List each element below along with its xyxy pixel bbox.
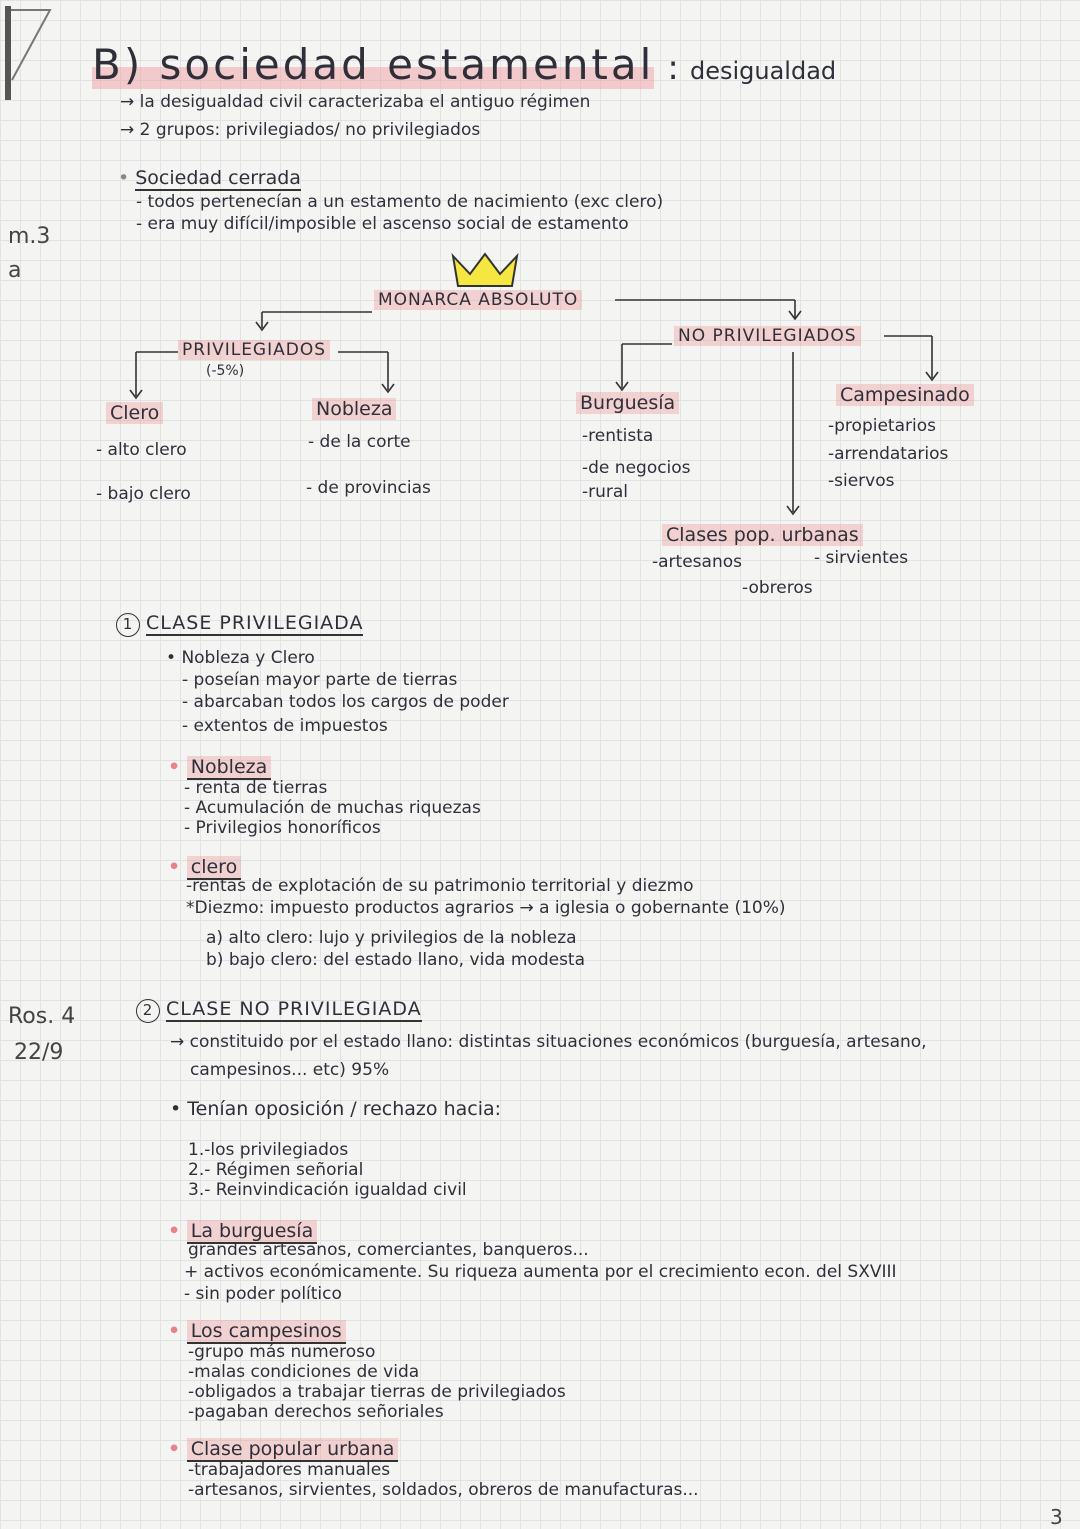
diagram-clero-text: Clero	[106, 402, 163, 424]
diagram-priv-pct: (-5%)	[206, 363, 245, 379]
intro-line-1: → la desigualdad civil caracterizaba el antiguo régimen	[120, 92, 591, 112]
s2-clase-item: -trabajadores manuales	[188, 1460, 391, 1480]
s2-oposicion: • Tenían oposición / rechazo hacia:	[170, 1098, 502, 1120]
s1-b3-sub: b) bajo clero: del estado llano, vida modesta	[206, 950, 586, 970]
s2-burg-item: - sin poder político	[184, 1284, 342, 1304]
title-sub: desigualdad	[689, 57, 837, 85]
diagram-no-privilegiados-text: NO PRIVILEGIADOS	[674, 326, 861, 346]
s1-b2-item: - renta de tierras	[184, 778, 328, 798]
s2-intro-2: campesinos... etc) 95%	[190, 1060, 390, 1080]
burguesia-item: -de negocios	[582, 458, 691, 478]
s1-bullet-1: • Nobleza y Clero	[166, 648, 315, 668]
s2-camp-item: -pagaban derechos señoriales	[188, 1402, 444, 1422]
cerrada-line-2: - era muy difícil/imposible el ascenso social de estamento	[136, 214, 629, 234]
campesinado-item: -arrendatarios	[828, 444, 949, 464]
s2-intro-1: → constituido por el estado llano: distintas situaciones económicos (burguesía, artesano,	[170, 1032, 927, 1052]
diagram-burguesia-text: Burguesía	[576, 392, 679, 414]
intro-line-2: → 2 grupos: privilegiados/ no privilegiados	[120, 120, 481, 140]
s1-b1-item: - extentos de impuestos	[182, 716, 388, 736]
diagram-nobleza	[312, 398, 396, 420]
margin-note-a: a	[8, 258, 22, 283]
nobleza-item: - de la corte	[308, 432, 411, 452]
s2-camp-item: -malas condiciones de vida	[188, 1362, 420, 1382]
clases-item: -obreros	[742, 578, 813, 598]
diagram-clases-pop-text: Clases pop. urbanas	[662, 524, 863, 546]
clases-item: - sirvientes	[814, 548, 909, 568]
s2-burg-item: grandes artesanos, comerciantes, banqueros...	[188, 1240, 589, 1260]
campesinado-item: -siervos	[828, 471, 895, 491]
section1-heading-text: CLASE PRIVILEGIADA	[146, 612, 364, 634]
s2-clase-popular: • Clase popular urbana	[168, 1438, 398, 1460]
diagram-clases-pop	[662, 524, 863, 546]
diagram-privilegiados	[178, 340, 330, 360]
burguesia-item: -rentista	[582, 426, 654, 446]
margin-note-date: 22/9	[14, 1040, 64, 1065]
clases-item: -artesanos	[652, 552, 742, 572]
clero-item: - bajo clero	[96, 484, 191, 504]
s1-bullet-3-text: clero	[187, 856, 241, 880]
s1-bullet-3: • clero	[168, 856, 241, 878]
burguesia-item: -rural	[582, 482, 629, 502]
s2-camp-item: -obligados a trabajar tierras de privilegiados	[188, 1382, 566, 1402]
s1-b2-item: - Acumulación de muchas riquezas	[184, 798, 481, 818]
diagram-burguesia	[576, 392, 679, 414]
s2-burguesia: • La burguesía	[168, 1220, 317, 1242]
section1-heading	[116, 612, 363, 637]
s1-b3-sub: a) alto clero: lujo y privilegios de la nobleza	[206, 928, 577, 948]
cerrada-line-1: - todos pertenecían a un estamento de nacimiento (exc clero)	[136, 192, 664, 212]
s1-bullet-2: • Nobleza	[168, 756, 271, 778]
cerrada-heading-text: Sociedad cerrada	[135, 167, 301, 189]
s2-burg-item: + activos económicamente. Su riqueza aumenta por el crecimiento econ. del SXVIII	[184, 1262, 897, 1282]
title-main: B) sociedad estamental	[92, 40, 655, 89]
diagram-campesinado-text: Campesinado	[836, 384, 974, 406]
campesinado-item: -propietarios	[828, 416, 936, 436]
section1-number: 1	[116, 613, 140, 637]
diagram-root-text: MONARCA ABSOLUTO	[374, 290, 582, 310]
s2-op-item: 3.- Reinvindicación igualdad civil	[188, 1180, 467, 1200]
s2-burguesia-text: La burguesía	[187, 1220, 317, 1244]
s1-bullet-2-text: Nobleza	[187, 756, 271, 780]
nobleza-item: - de provincias	[306, 478, 431, 498]
diagram-clero	[106, 402, 163, 424]
s2-oposicion-text: Tenían oposición / rechazo hacia:	[187, 1098, 502, 1120]
clero-item: - alto clero	[96, 440, 187, 460]
s1-bullet-1-text: Nobleza y Clero	[181, 648, 315, 668]
s1-b1-item: - poseían mayor parte de tierras	[182, 670, 458, 690]
s1-b3-item: *Diezmo: impuesto productos agrarios → a iglesia o gobernante (10%)	[186, 898, 786, 918]
section2-number: 2	[136, 999, 160, 1023]
diagram-no-privilegiados	[674, 326, 861, 346]
s2-camp-item: -grupo más numeroso	[188, 1342, 376, 1362]
s2-op-item: 2.- Régimen señorial	[188, 1160, 364, 1180]
s2-clase-popular-text: Clase popular urbana	[187, 1438, 399, 1462]
diagram-nobleza-text: Nobleza	[312, 398, 396, 420]
title-colon: :	[667, 48, 679, 88]
cerrada-heading: • Sociedad cerrada	[118, 167, 301, 189]
s1-b3-item: -rentas de explotación de su patrimonio territorial y diezmo	[186, 876, 694, 896]
margin-note-m3: m.3	[8, 224, 51, 249]
diagram-connectors	[0, 0, 1080, 620]
diagram-root	[374, 290, 582, 310]
diagram-campesinado	[836, 384, 974, 406]
s2-campesinos: • Los campesinos	[168, 1320, 346, 1342]
s2-clase-item: -artesanos, sirvientes, soldados, obreros de manufacturas...	[188, 1480, 699, 1500]
section2-heading-text: CLASE NO PRIVILEGIADA	[166, 998, 422, 1020]
s2-op-item: 1.-los privilegiados	[188, 1140, 349, 1160]
page-number: 3	[1050, 1505, 1063, 1529]
s1-b2-item: - Privilegios honoríficos	[184, 818, 381, 838]
s1-b1-item: - abarcaban todos los cargos de poder	[182, 692, 509, 712]
s2-campesinos-text: Los campesinos	[187, 1320, 346, 1344]
margin-note-ros: Ros. 4	[8, 1004, 76, 1029]
section2-heading	[136, 998, 422, 1023]
diagram-privilegiados-text: PRIVILEGIADOS	[178, 340, 330, 360]
